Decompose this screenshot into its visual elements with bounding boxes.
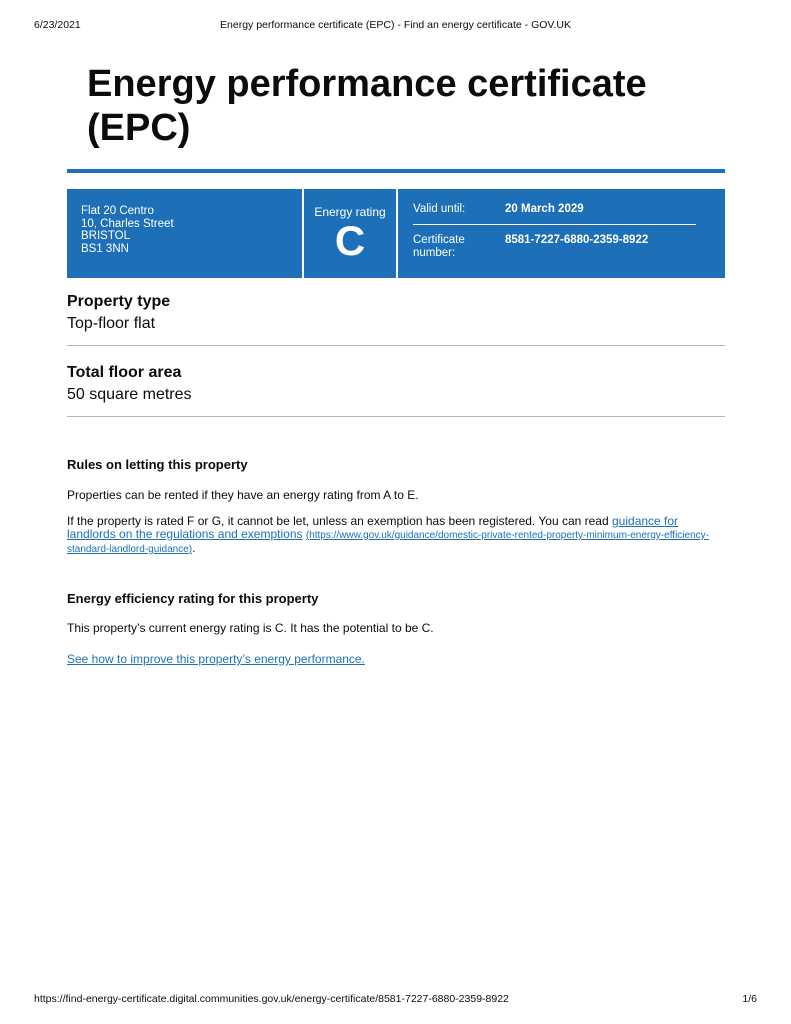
certificate-label-line: number:: [413, 247, 456, 259]
energy-rating-box: [304, 189, 396, 278]
section-divider: [67, 345, 725, 346]
certificate-summary: [67, 189, 725, 278]
print-page-title: Energy performance certificate (EPC) - Find an energy certificate - GOV.UK: [220, 19, 571, 31]
address-line: 10, Charles Street: [81, 217, 174, 230]
certificate-number-value: 8581-7227-6880-2359-8922: [505, 234, 649, 246]
property-type-value: Top-floor flat: [67, 315, 156, 332]
section-divider: [67, 416, 725, 417]
page-number: 1/6: [742, 993, 757, 1005]
energy-rating-letter: C: [334, 217, 366, 264]
letting-exemptions-prefix: If the property is rated F or G, it cannot be let, unless an exemption has been registered. You can read: [67, 514, 612, 528]
print-date: 6/23/2021: [34, 19, 81, 31]
letting-rules-heading: Rules on letting this property: [67, 457, 248, 472]
print-header: [0, 0, 791, 30]
address-line: BS1 3NN: [81, 242, 129, 255]
page-title: Energy performance certificate (EPC): [87, 63, 647, 149]
landlord-guidance-url[interactable]: (https://www.gov.uk/guidance/domestic-private-rented-property-minimum-energy-efficiency-standard-landlord-guidance): [67, 530, 709, 555]
address-line: BRISTOL: [81, 230, 130, 242]
floor-area-value: 50 square metres: [67, 386, 192, 403]
efficiency-text: This property’s current energy rating is C. It has the potential to be C.: [67, 621, 434, 635]
floor-area-heading: Total floor area: [67, 364, 182, 381]
certificate-number-row: [413, 234, 696, 260]
letting-exemptions-text: [67, 515, 725, 556]
certificate-number-label: [413, 234, 505, 260]
letting-rules-text: Properties can be rented if they have an energy rating from A to E.: [67, 488, 419, 502]
details-divider: [413, 224, 696, 225]
property-type-section: [67, 293, 725, 346]
certificate-label-line: Certificate: [413, 234, 465, 246]
improve-performance-link[interactable]: See how to improve this property’s energy performance.: [67, 652, 365, 666]
title-divider: [67, 169, 725, 173]
valid-until-value: 20 March 2029: [505, 203, 584, 215]
valid-until-row: [413, 203, 696, 216]
landlord-guidance-link[interactable]: guidance for landlords on the regulations and exemptions: [67, 514, 679, 541]
efficiency-heading: Energy efficiency rating for this property: [67, 591, 319, 606]
valid-until-label: Valid until:: [413, 203, 466, 215]
print-url: https://find-energy-certificate.digital.communities.gov.uk/energy-certificate/8581-7227-6880-2359-8922: [34, 993, 509, 1005]
property-type-heading: Property type: [67, 293, 171, 310]
improve-performance-paragraph: [67, 653, 725, 666]
energy-rating-label: Energy rating: [314, 205, 386, 219]
letting-exemptions-suffix: .: [192, 541, 196, 555]
floor-area-section: [67, 364, 725, 417]
property-address: [67, 189, 302, 278]
certificate-details: [398, 189, 725, 278]
address-line: Flat 20 Centro: [81, 205, 154, 217]
